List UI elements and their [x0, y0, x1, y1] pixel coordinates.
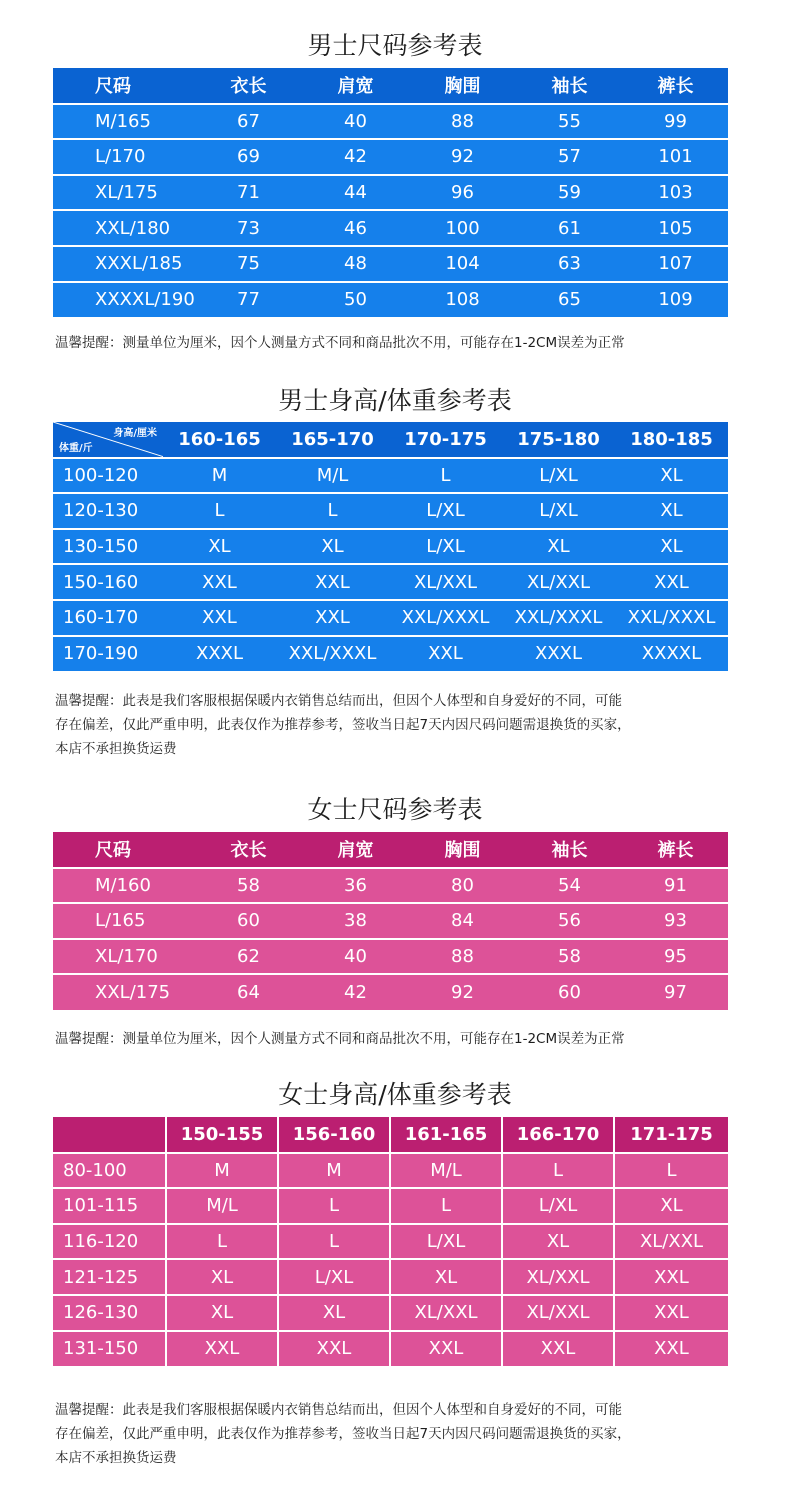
table-row — [53, 1224, 728, 1260]
table-cell: 50 — [302, 282, 409, 318]
table-cell: M/L — [166, 1188, 278, 1224]
table-cell: M — [166, 1153, 278, 1189]
table-cell: L/XL — [502, 1188, 614, 1224]
table-cell: 40 — [302, 939, 409, 975]
table-cell: 130-150 — [53, 529, 163, 565]
table-cell: XL/XXL — [502, 1259, 614, 1295]
header-cell: 肩宽 — [302, 68, 409, 104]
table-cell: XXL/XXXL — [615, 600, 728, 636]
table-cell: XL — [166, 1295, 278, 1331]
table-cell: 121-125 — [53, 1259, 166, 1295]
table-cell: M/165 — [53, 104, 195, 140]
table-cell: L — [163, 493, 276, 529]
table-cell: XXL — [278, 1331, 390, 1367]
table-cell: L/165 — [53, 903, 195, 939]
table-row — [53, 1331, 728, 1367]
table-cell: XL — [390, 1259, 502, 1295]
header-cell: 170-175 — [389, 422, 502, 458]
table-row — [53, 529, 728, 565]
table-cell: 101 — [623, 139, 728, 175]
table-cell: 126-130 — [53, 1295, 166, 1331]
table-cell: XL — [502, 1224, 614, 1260]
table-cell: 67 — [195, 104, 302, 140]
table-cell: XXL/XXXL — [502, 600, 615, 636]
table-cell: 40 — [302, 104, 409, 140]
table-cell: L/XL — [389, 493, 502, 529]
table-cell: XXL — [389, 636, 502, 672]
table-cell: XL/XXL — [502, 564, 615, 600]
table-header-row — [53, 422, 728, 458]
table-cell: 46 — [302, 210, 409, 246]
table-cell: 100-120 — [53, 458, 163, 494]
note-line: 存在偏差，仅此严重申明，此表仅作为推荐参考，签收当日起7天内因尺码问题需退换货的买家， — [55, 717, 631, 733]
table-header-row — [53, 1117, 728, 1153]
table-cell: XL/175 — [53, 175, 195, 211]
table-row — [53, 974, 728, 1010]
table-cell: 170-190 — [53, 636, 163, 672]
corner-weight-label: 体重/斤 — [59, 442, 93, 454]
women-hw-title: 女士身高/体重参考表 — [278, 1080, 512, 1109]
table-cell: 38 — [302, 903, 409, 939]
table-cell: 80-100 — [53, 1153, 166, 1189]
table-cell: XXL/XXXL — [389, 600, 502, 636]
table-row — [53, 139, 728, 175]
table-cell: L/170 — [53, 139, 195, 175]
header-cell: 165-170 — [276, 422, 389, 458]
header-cell: 袖长 — [516, 68, 623, 104]
table-cell: L/XL — [389, 529, 502, 565]
table-cell: 58 — [195, 868, 302, 904]
table-row — [53, 636, 728, 672]
table-cell: XXL — [614, 1295, 728, 1331]
table-cell: 60 — [516, 974, 623, 1010]
table-row — [53, 903, 728, 939]
table-cell: 80 — [409, 868, 516, 904]
header-cell: 尺码 — [53, 832, 195, 868]
table-cell: XXL — [276, 600, 389, 636]
table-cell: 92 — [409, 139, 516, 175]
table-cell: 105 — [623, 210, 728, 246]
table-cell: 95 — [623, 939, 728, 975]
table-cell: L — [276, 493, 389, 529]
header-cell: 衣长 — [195, 832, 302, 868]
table-row — [53, 939, 728, 975]
table-cell: 64 — [195, 974, 302, 1010]
women-hw-table — [53, 1117, 728, 1366]
header-cell: 裤长 — [623, 68, 728, 104]
table-cell: XXXL — [502, 636, 615, 672]
table-cell: XXXXL — [615, 636, 728, 672]
table-cell: XL/170 — [53, 939, 195, 975]
table-cell: XL/XXL — [390, 1295, 502, 1331]
table-cell: M — [278, 1153, 390, 1189]
note-line: 温馨提醒：此表是我们客服根据保暖内衣销售总结而出，但因个人体型和自身爱好的不同，可能 — [55, 1402, 622, 1418]
table-cell: L/XL — [502, 458, 615, 494]
table-cell: 58 — [516, 939, 623, 975]
table-cell: 99 — [623, 104, 728, 140]
table-cell: 77 — [195, 282, 302, 318]
table-cell: L — [278, 1188, 390, 1224]
table-cell: 71 — [195, 175, 302, 211]
header-cell: 156-160 — [278, 1117, 390, 1153]
header-cell: 166-170 — [502, 1117, 614, 1153]
table-cell: M/160 — [53, 868, 195, 904]
table-cell: 100 — [409, 210, 516, 246]
table-row — [53, 175, 728, 211]
table-cell: 56 — [516, 903, 623, 939]
table-cell: 55 — [516, 104, 623, 140]
table-cell: 101-115 — [53, 1188, 166, 1224]
table-cell: 108 — [409, 282, 516, 318]
header-cell: 150-155 — [166, 1117, 278, 1153]
table-cell: XXL — [614, 1331, 728, 1367]
header-cell: 胸围 — [409, 68, 516, 104]
table-cell: 92 — [409, 974, 516, 1010]
men-hw-title: 男士身高/体重参考表 — [278, 386, 512, 415]
header-cell: 171-175 — [614, 1117, 728, 1153]
table-row — [53, 104, 728, 140]
header-cell: 裤长 — [623, 832, 728, 868]
table-cell: 54 — [516, 868, 623, 904]
table-cell: XXL — [390, 1331, 502, 1367]
table-row — [53, 564, 728, 600]
header-cell: 袖长 — [516, 832, 623, 868]
table-row — [53, 493, 728, 529]
table-cell: XL — [615, 529, 728, 565]
table-cell: XXL — [276, 564, 389, 600]
table-cell: 84 — [409, 903, 516, 939]
table-cell: M/L — [276, 458, 389, 494]
header-cell: 衣长 — [195, 68, 302, 104]
table-cell: M — [163, 458, 276, 494]
table-cell: XXL — [166, 1331, 278, 1367]
table-row — [53, 458, 728, 494]
table-cell: XXL/180 — [53, 210, 195, 246]
table-cell: 96 — [409, 175, 516, 211]
table-cell: 59 — [516, 175, 623, 211]
table-cell: 88 — [409, 104, 516, 140]
table-header-row — [53, 832, 728, 868]
corner-header-cell — [53, 422, 163, 458]
table-cell: XXXL/185 — [53, 246, 195, 282]
table-cell: L — [278, 1224, 390, 1260]
table-cell: L — [166, 1224, 278, 1260]
table-row — [53, 1259, 728, 1295]
table-cell: 48 — [302, 246, 409, 282]
table-cell: 57 — [516, 139, 623, 175]
header-cell: 175-180 — [502, 422, 615, 458]
table-cell: XL — [166, 1259, 278, 1295]
men-size-note: 温馨提醒：测量单位为厘米，因个人测量方式不同和商品批次不用，可能存在1-2CM误差为正常 — [55, 335, 625, 351]
header-cell: 尺码 — [53, 68, 195, 104]
table-cell: L — [614, 1153, 728, 1189]
table-cell: 103 — [623, 175, 728, 211]
table-cell: XXL/XXXL — [276, 636, 389, 672]
header-cell: 160-165 — [163, 422, 276, 458]
table-cell: 91 — [623, 868, 728, 904]
table-cell: XL/XXL — [502, 1295, 614, 1331]
table-cell: XXL/175 — [53, 974, 195, 1010]
header-cell: 肩宽 — [302, 832, 409, 868]
note-line: 本店不承担换货运费 — [55, 741, 177, 757]
table-cell: L/XL — [390, 1224, 502, 1260]
men-size-title: 男士尺码参考表 — [307, 31, 483, 60]
table-row — [53, 1188, 728, 1224]
table-cell: 131-150 — [53, 1331, 166, 1367]
men-size-table — [53, 68, 728, 317]
table-cell: 116-120 — [53, 1224, 166, 1260]
table-cell: 75 — [195, 246, 302, 282]
table-header-row — [53, 68, 728, 104]
header-cell: 161-165 — [390, 1117, 502, 1153]
table-cell: 69 — [195, 139, 302, 175]
table-cell: XXL — [614, 1259, 728, 1295]
corner-height-label: 身高/厘米 — [113, 428, 157, 439]
table-row — [53, 210, 728, 246]
table-cell: L — [390, 1188, 502, 1224]
note-line: 温馨提醒：此表是我们客服根据保暖内衣销售总结而出，但因个人体型和自身爱好的不同，可能 — [55, 693, 622, 709]
table-cell: 104 — [409, 246, 516, 282]
table-cell: XL — [502, 529, 615, 565]
table-cell: 42 — [302, 139, 409, 175]
table-cell: 88 — [409, 939, 516, 975]
table-row — [53, 246, 728, 282]
table-cell: XXL — [163, 564, 276, 600]
table-cell: L/XL — [502, 493, 615, 529]
table-cell: XXXL — [163, 636, 276, 672]
table-cell: 60 — [195, 903, 302, 939]
table-cell: XL/XXL — [389, 564, 502, 600]
table-row — [53, 868, 728, 904]
men-hw-table — [53, 422, 728, 671]
table-cell: L — [389, 458, 502, 494]
table-row — [53, 1153, 728, 1189]
table-row — [53, 1295, 728, 1331]
women-size-note: 温馨提醒：测量单位为厘米，因个人测量方式不同和商品批次不用，可能存在1-2CM误差为正常 — [55, 1031, 625, 1047]
table-cell: 73 — [195, 210, 302, 246]
women-size-table — [53, 832, 728, 1010]
women-hw-note — [55, 1398, 745, 1470]
table-cell: L — [502, 1153, 614, 1189]
table-cell: XXXXL/190 — [53, 282, 195, 318]
table-cell: 160-170 — [53, 600, 163, 636]
table-cell: 63 — [516, 246, 623, 282]
table-cell: 36 — [302, 868, 409, 904]
header-cell: 180-185 — [615, 422, 728, 458]
table-cell: 120-130 — [53, 493, 163, 529]
table-cell: L/XL — [278, 1259, 390, 1295]
men-hw-note — [55, 689, 745, 761]
table-cell: XL — [614, 1188, 728, 1224]
table-row — [53, 282, 728, 318]
table-cell: 42 — [302, 974, 409, 1010]
table-cell: XL/XXL — [614, 1224, 728, 1260]
table-cell: 65 — [516, 282, 623, 318]
table-cell: M/L — [390, 1153, 502, 1189]
table-cell: XXL — [163, 600, 276, 636]
women-size-title: 女士尺码参考表 — [307, 795, 483, 824]
table-cell: 62 — [195, 939, 302, 975]
table-cell: XXL — [615, 564, 728, 600]
table-cell: XL — [615, 458, 728, 494]
table-cell: 150-160 — [53, 564, 163, 600]
table-cell: 93 — [623, 903, 728, 939]
table-cell: 61 — [516, 210, 623, 246]
table-cell: 44 — [302, 175, 409, 211]
table-cell: XL — [163, 529, 276, 565]
corner-header-cell — [53, 1117, 166, 1153]
note-line: 存在偏差，仅此严重申明，此表仅作为推荐参考，签收当日起7天内因尺码问题需退换货的买家， — [55, 1426, 631, 1442]
table-cell: 97 — [623, 974, 728, 1010]
table-cell: 109 — [623, 282, 728, 318]
table-cell: XL — [278, 1295, 390, 1331]
header-cell: 胸围 — [409, 832, 516, 868]
table-cell: XL — [276, 529, 389, 565]
table-cell: XXL — [502, 1331, 614, 1367]
note-line: 本店不承担换货运费 — [55, 1450, 177, 1466]
table-cell: XL — [615, 493, 728, 529]
table-row — [53, 600, 728, 636]
table-cell: 107 — [623, 246, 728, 282]
